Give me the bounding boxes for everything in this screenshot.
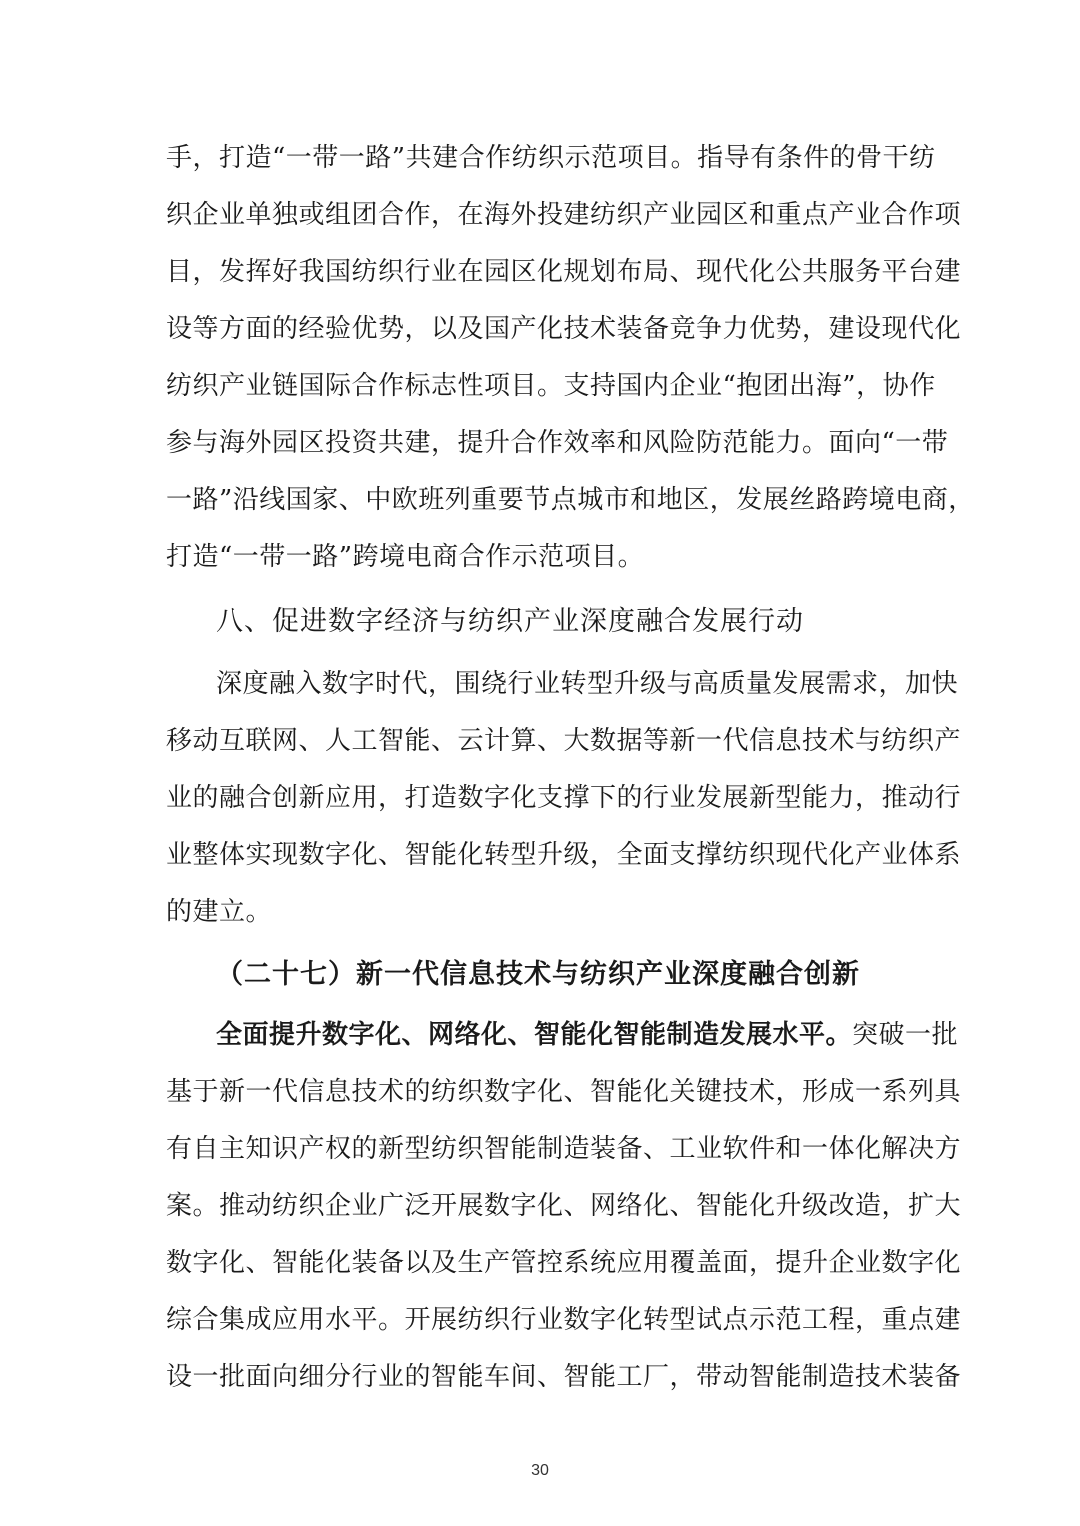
paragraph-line: 基于新一代信息技术的纺织数字化、智能化关键技术，形成一系列具 [166, 1077, 962, 1107]
paragraph-line: 数字化、智能化装备以及生产管控系统应用覆盖面，提升企业数字化 [166, 1248, 962, 1278]
paragraph-line: 设一批面向细分行业的智能车间、智能工厂，带动智能制造技术装备 [166, 1362, 962, 1392]
paragraph-lead-line [216, 1015, 959, 1055]
subsection-heading: （二十七）新一代信息技术与纺织产业深度融合创新 [216, 959, 860, 990]
bold-lead-text: 全面提升数字化、网络化、智能化智能制造发展水平。 [216, 1020, 853, 1050]
paragraph-line: 案。推动纺织企业广泛开展数字化、网络化、智能化升级改造，扩大 [166, 1191, 962, 1221]
paragraph-line: 业整体实现数字化、智能化转型升级，全面支撑纺织现代化产业体系 [166, 840, 962, 870]
paragraph-line: 综合集成应用水平。开展纺织行业数字化转型试点示范工程，重点建 [166, 1305, 962, 1335]
paragraph-line: 移动互联网、人工智能、云计算、大数据等新一代信息技术与纺织产 [166, 726, 962, 756]
page-number: 30 [531, 1462, 549, 1479]
section-heading: 八、促进数字经济与纺织产业深度融合发展行动 [216, 606, 804, 637]
paragraph-line: 设等方面的经验优势，以及国产化技术装备竞争力优势，建设现代化 [166, 314, 962, 344]
paragraph-line: 一路”沿线国家、中欧班列重要节点城市和地区，发展丝路跨境电商， [166, 485, 975, 515]
paragraph-line: 打造“一带一路”跨境电商合作示范项目。 [166, 542, 645, 572]
paragraph-line: 参与海外园区投资共建，提升合作效率和风险防范能力。面向“一带 [166, 428, 949, 458]
paragraph-line: 深度融入数字时代，围绕行业转型升级与高质量发展需求，加快 [216, 669, 959, 699]
paragraph-line: 业的融合创新应用，打造数字化支撑下的行业发展新型能力，推动行 [166, 783, 962, 813]
lead-rest-text: 突破一批 [852, 1020, 959, 1050]
paragraph-line: 目，发挥好我国纺织行业在园区化规划布局、现代化公共服务平台建 [166, 257, 962, 287]
paragraph-line: 的建立。 [166, 897, 273, 927]
paragraph-line: 纺织产业链国际合作标志性项目。支持国内企业“抱团出海”，协作 [166, 371, 936, 401]
paragraph-line: 有自主知识产权的新型纺织智能制造装备、工业软件和一体化解决方 [166, 1134, 962, 1164]
paragraph-line: 手，打造“一带一路”共建合作纺织示范项目。指导有条件的骨干纺 [166, 143, 936, 173]
paragraph-line: 织企业单独或组团合作，在海外投建纺织产业园区和重点产业合作项 [166, 200, 962, 230]
